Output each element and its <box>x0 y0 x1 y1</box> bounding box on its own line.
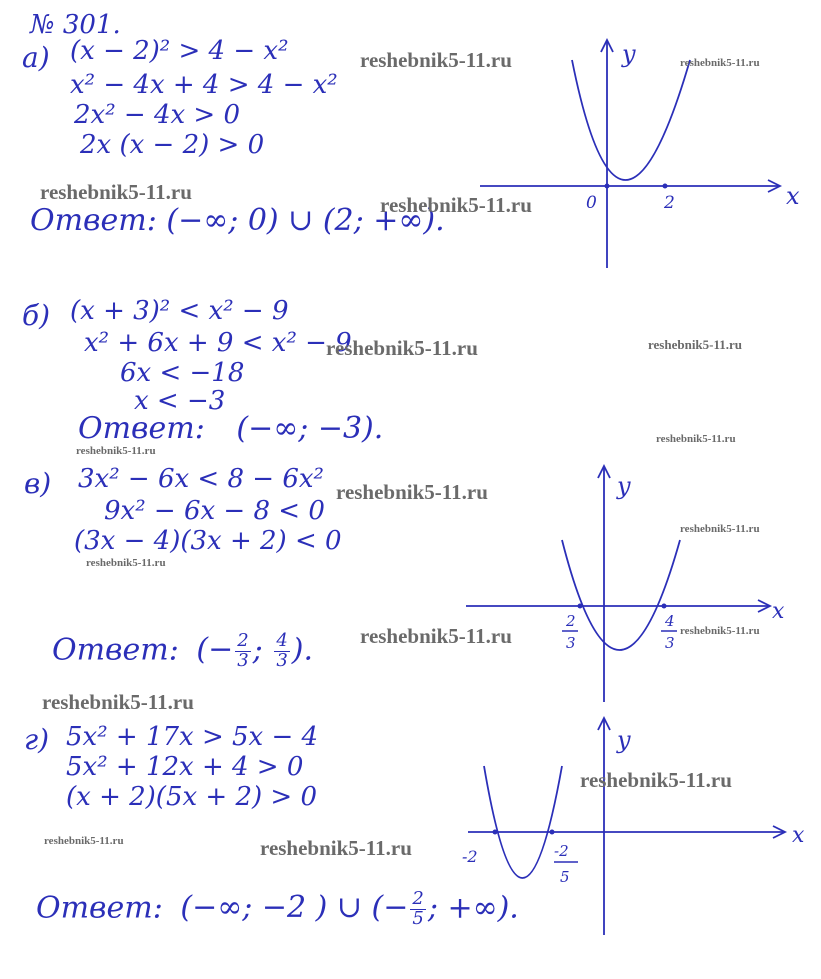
watermark: reshebnik5-11.ru <box>380 193 532 217</box>
watermark: reshebnik5-11.ru <box>360 624 512 648</box>
part-a-line-1: (x − 2)² > 4 − x² <box>70 36 289 66</box>
watermark: reshebnik5-11.ru <box>360 48 512 72</box>
part-a-line-3: 2x² − 4x > 0 <box>74 100 241 130</box>
part-b-line-3: 6x < −18 <box>120 358 245 388</box>
y-label-c: y <box>617 472 631 500</box>
part-b-line-2: x² + 6x + 9 < x² − 9 <box>84 328 352 358</box>
part-c-line-3: (3x − 4)(3x + 2) < 0 <box>74 526 342 556</box>
watermark: reshebnik5-11.ru <box>40 180 192 204</box>
problem-number: № 301. <box>30 10 121 40</box>
watermark: reshebnik5-11.ru <box>326 336 478 360</box>
part-d-line-2: 5x² + 12x + 4 > 0 <box>66 752 304 782</box>
part-a-label: а) <box>22 41 50 74</box>
watermark: reshebnik5-11.ru <box>44 835 124 847</box>
answer-prefix: Ответ: <box>30 203 157 238</box>
answer-close: ). <box>291 632 314 668</box>
part-c-line-1: 3x² − 6x < 8 − 6x² <box>78 464 324 494</box>
watermark: reshebnik5-11.ru <box>656 433 736 445</box>
x-label-d: x <box>792 823 805 848</box>
watermark: reshebnik5-11.ru <box>680 625 760 637</box>
answer-value: (−∞; −3). <box>236 411 384 446</box>
answer-fraction-2: $\frac{4}{3}$ <box>276 630 288 671</box>
answer-open: (−∞; −2 ) ∪ (− <box>180 890 409 926</box>
watermark: reshebnik5-11.ru <box>260 836 412 860</box>
answer-fraction: $\frac{2}{5}$ <box>412 888 424 929</box>
answer-prefix: Ответ: <box>36 890 163 926</box>
part-d-line-1: 5x² + 17x > 5x − 4 <box>66 722 319 752</box>
root-label-a-right: 2 <box>664 193 675 213</box>
part-b-line-1: (x + 3)² < x² − 9 <box>70 296 289 326</box>
watermark: reshebnik5-11.ru <box>648 337 743 352</box>
part-b-line-4: x < −3 <box>134 386 226 416</box>
root-label-c-left-den: 3 <box>566 634 576 652</box>
root-label-d-left: -2 <box>462 847 478 866</box>
watermark: reshebnik5-11.ru <box>680 57 760 69</box>
part-c-line-2: 9x² − 6x − 8 < 0 <box>104 496 325 526</box>
answer-sep: ; <box>252 632 273 668</box>
part-d-label: г) <box>24 723 50 756</box>
root-label-d-right-den: 5 <box>560 868 570 886</box>
y-label-a: y <box>622 40 636 68</box>
answer-prefix: Ответ: <box>52 632 179 668</box>
part-a-line-4: 2x (x − 2) > 0 <box>80 130 265 160</box>
x-label-a: x <box>786 182 800 210</box>
root-label-d-right-num: -2 <box>554 842 569 860</box>
answer-fraction-1: $\frac{2}{3}$ <box>237 630 249 671</box>
watermark: reshebnik5-11.ru <box>86 557 166 569</box>
answer-value: (−∞; 0) ∪ (2; +∞). <box>166 203 445 238</box>
answer-prefix: Ответ: <box>78 411 205 446</box>
root-dot-d-right <box>550 830 555 835</box>
watermark: reshebnik5-11.ru <box>76 445 156 457</box>
part-a-line-2: x² − 4x + 4 > 4 − x² <box>70 70 338 100</box>
root-label-c-right-den: 3 <box>665 634 675 652</box>
root-label-c-right-num: 4 <box>665 612 675 630</box>
root-dot-d-left <box>493 830 498 835</box>
parabola-d <box>484 766 562 878</box>
watermark: reshebnik5-11.ru <box>680 523 760 535</box>
root-label-a-left: 0 <box>586 193 597 213</box>
root-label-c-left-num: 2 <box>566 612 576 630</box>
watermark: reshebnik5-11.ru <box>42 690 194 714</box>
part-b-label: б) <box>22 299 51 332</box>
x-label-c: x <box>772 599 785 624</box>
answer-open: (− <box>196 632 234 668</box>
part-d-line-3: (x + 2)(5x + 2) > 0 <box>66 782 318 812</box>
watermark: reshebnik5-11.ru <box>336 480 488 504</box>
y-label-d: y <box>617 726 631 754</box>
watermark: reshebnik5-11.ru <box>580 768 732 792</box>
answer-close: ; +∞). <box>427 890 519 926</box>
part-c-label: в) <box>24 467 52 500</box>
